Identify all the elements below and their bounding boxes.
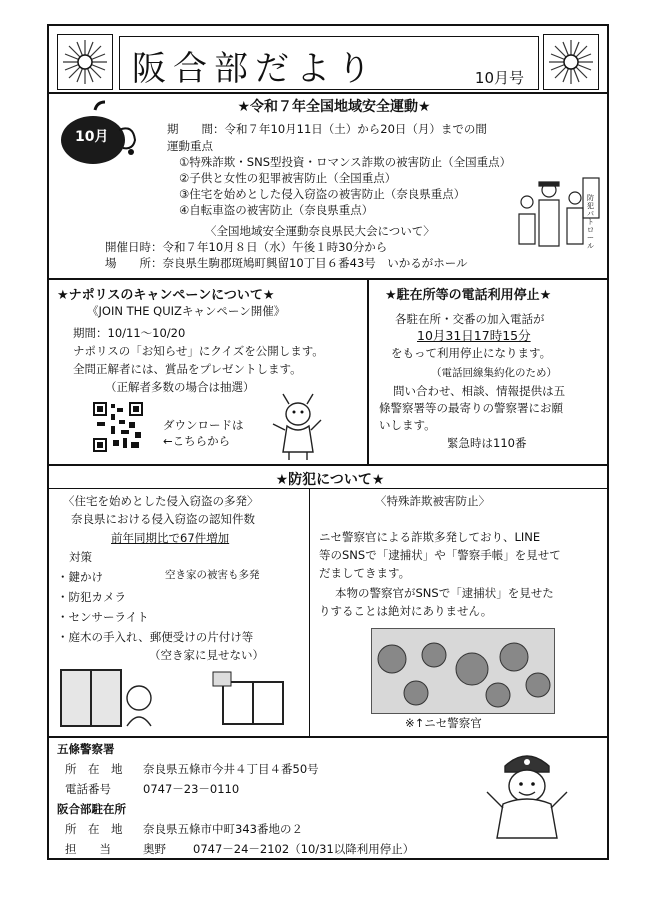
fake-police-photo-collage (371, 628, 555, 714)
newsletter-sheet (47, 24, 609, 860)
window-person-illustration (59, 668, 159, 730)
measure-item: ・センサーライト (57, 610, 149, 624)
post-tel: 0747－24－2102（10/31以降利用停止） (193, 842, 415, 856)
divider (49, 278, 607, 280)
pumpkin-label: 10月 (75, 129, 109, 145)
divider (49, 488, 607, 489)
divider (49, 736, 607, 738)
fraud-line: りすることは絶対にありません。 (319, 604, 493, 618)
sun-ornament-icon-right (543, 34, 599, 90)
station-address-label: 所 在 地 (65, 762, 123, 776)
window-lock-illustration (209, 668, 299, 730)
station-tel-label: 電話番号 (65, 782, 111, 796)
burglary-line: 奈良県における侵入窃盗の認知件数 (71, 512, 255, 526)
fake-police-caption: ※↑ニセ警察官 (405, 716, 482, 730)
divider (49, 92, 607, 94)
safety-point: ④自転車盗の被害防止（奈良県重点） (179, 203, 374, 217)
post-staff: 奥野 (143, 842, 166, 856)
napoli-line: ナポリスの「お知らせ」にクイズを公開します。 (73, 344, 324, 358)
post-name: 阪合部駐在所 (57, 802, 126, 816)
fraud-line: 等のSNSで「逮捕状」や「警察手帳」を見せて (319, 548, 561, 562)
qr-code-icon[interactable] (93, 402, 143, 452)
measure-item: ・防犯カメラ (57, 590, 126, 604)
safety-focus-label: 運動重点 (167, 139, 213, 153)
safety-point: ③住宅を始めとした侵入窃盗の被害防止（奈良県重点） (179, 187, 466, 201)
napoli-line: 全問正解者には、賞品をプレゼントします。 (73, 362, 302, 376)
measures-label: 対策 (69, 550, 92, 564)
divider (309, 488, 310, 736)
napoli-period: 期間：10/11～10/20 (73, 326, 186, 340)
safety-point: ②子供と女性の犯罪被害防止（全国重点） (179, 171, 397, 185)
sun-ornament-icon-left (57, 34, 113, 90)
divider (367, 278, 369, 464)
issue-label: 10月号 (474, 69, 524, 87)
crime-heading: ★防犯について★ (275, 472, 385, 488)
safety-point: ①特殊詐欺・SNS型投資・ロマンス詐欺の被害防止（全国重点） (179, 155, 512, 169)
fraud-line: ニセ警察官による詐欺多発しており、LINE (319, 530, 541, 544)
measures-note: （空き家に見せない） (149, 648, 264, 662)
meeting-place: 場 所：奈良県生駒郡斑鳩町興留10丁目６番43号 いかるがホール (105, 256, 468, 270)
police-officer-illustration (479, 742, 575, 842)
phone-body: 問い合わせ、相談、情報提供は五 (393, 384, 566, 398)
divider (49, 464, 607, 466)
phone-heading: ★駐在所等の電話利用停止★ (385, 288, 552, 303)
vacant-house-bubble: 空き家の被害も多発 (165, 569, 260, 581)
phone-line: をもって利用停止になります。 (391, 346, 552, 360)
phone-body: 條警察署等の最寄りの警察署にお願 (379, 401, 563, 415)
patrol-sign-text: 防犯パトロール (587, 194, 594, 250)
post-address-label: 所 在 地 (65, 822, 123, 836)
download-arrow-label: ←こちらから (163, 434, 231, 448)
phone-body: いします。 (379, 418, 436, 432)
station-address: 奈良県五條市今井４丁目４番50号 (143, 762, 319, 776)
emergency-note: 緊急時は110番 (447, 436, 527, 450)
phone-line: 各駐在所・交番の加入電話が (395, 312, 545, 326)
safety-heading: ★令和７年全国地域安全運動★ (237, 99, 431, 115)
station-tel: 0747－23－0110 (143, 782, 240, 796)
measure-item: ・鍵かけ (57, 570, 103, 584)
phone-note: （電話回線集約化のため） (431, 367, 557, 379)
burglary-title: 〈住宅を始めとした侵入窃盗の多発〉 (63, 494, 259, 508)
safety-period: 期 間：令和７年10月11日（土）から20日（月）までの間 (167, 122, 487, 136)
deer-mascot-illustration (267, 390, 329, 462)
fraud-line: 本物の警察官がSNSで「逮捕状」を見せた (335, 586, 554, 600)
title-box (119, 36, 539, 90)
station-name: 五條警察署 (57, 742, 115, 756)
meeting-title: 〈全国地域安全運動奈良県民大会について〉 (205, 224, 435, 238)
fraud-title: 〈特殊詐欺被害防止〉 (375, 494, 490, 508)
napoli-note: （正解者多数の場合は抽選） (105, 380, 255, 394)
measure-item: ・庭木の手入れ、郵便受けの片付け等 (57, 630, 254, 644)
post-staff-label: 担 当 (65, 842, 111, 856)
download-label: ダウンロードは (163, 418, 244, 432)
post-address: 奈良県五條市中町343番地の２ (143, 822, 303, 836)
napoli-subtitle: 《JOIN THE QUIZキャンペーン開催》 (87, 304, 286, 318)
fraud-line: だましてきます。 (319, 566, 411, 580)
phone-stop-datetime: 10月31日17時15分 (417, 328, 531, 343)
meeting-date: 開催日時：令和７年10月８日（水）午後１時30分から (105, 240, 388, 254)
page-title: 阪合部だより (132, 49, 378, 89)
napoli-heading: ★ナポリスのキャンペーンについて★ (57, 288, 275, 303)
burglary-increase: 前年同期比で67件増加 (111, 531, 230, 545)
